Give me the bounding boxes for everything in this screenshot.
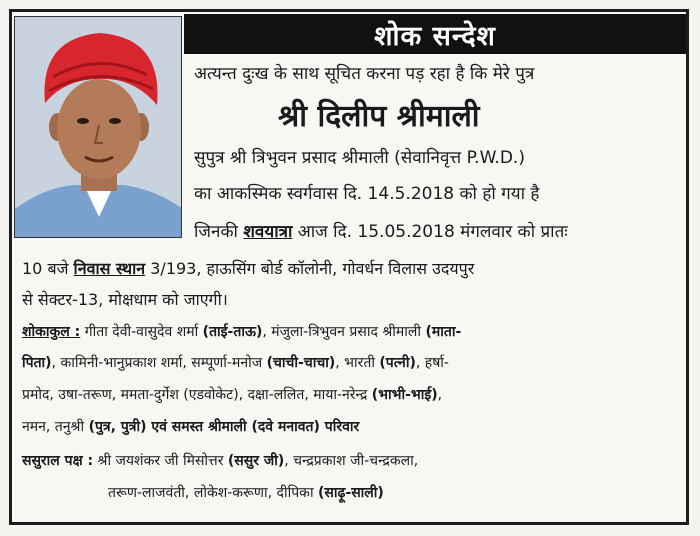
relation-text: (माता- bbox=[425, 324, 462, 340]
family-text: नमन, तनुश्री bbox=[22, 419, 89, 435]
in-laws-line-2 bbox=[108, 483, 384, 503]
death-date-line: का आकस्मिक स्वर्गवास दि. 14.5.2018 को हो गया है bbox=[194, 184, 540, 204]
in-laws-line-1 bbox=[22, 451, 418, 471]
residence-post: 3/193, हाऊसिंग बोर्ड कॉलोनी, गोवर्धन विलास उदयपुर bbox=[145, 259, 475, 278]
relation-text: (ससुर जी) bbox=[227, 453, 285, 469]
procession-label: शवयात्रा bbox=[243, 222, 293, 242]
relation-text: (ताई-ताऊ) bbox=[202, 324, 263, 340]
header-bar bbox=[184, 14, 686, 54]
destination-line: से सेक्टर-13, मोक्षधाम को जाएगी। bbox=[22, 290, 228, 309]
residence-line bbox=[22, 259, 474, 279]
relation-text: (चाची-चाचा) bbox=[266, 355, 336, 371]
family-text: श्री जयशंकर जी मिसोत्तर bbox=[93, 453, 228, 469]
family-line-4 bbox=[22, 417, 359, 437]
procession-post: आज दि. 15.05.2018 मंगलवार को प्रातः bbox=[292, 222, 568, 242]
procession-line bbox=[194, 222, 568, 242]
family-line-3 bbox=[22, 385, 442, 405]
family-text: , bbox=[437, 387, 443, 403]
notice-title: शोक सन्देश bbox=[374, 20, 496, 52]
family-text: , हर्षा- bbox=[415, 355, 449, 371]
family-text: गीता देवी-वासुदेव शर्मा bbox=[80, 324, 203, 340]
family-text: तरूण-लाजवंती, लोकेश-करूणा, दीपिका bbox=[108, 485, 319, 501]
parent-line: सुपुत्र श्री त्रिभुवन प्रसाद श्रीमाली (सेवानिवृत्त P.W.D.) bbox=[194, 148, 525, 168]
relation-text: (साढ़ू-साली) bbox=[318, 485, 384, 501]
family-text: , मंजुला-त्रिभुवन प्रसाद श्रीमाली bbox=[262, 324, 426, 340]
deceased-name: श्री दिलीप श्रीमाली bbox=[278, 99, 480, 134]
portrait-photo bbox=[14, 16, 182, 238]
relation-text: (भाभी-भाई) bbox=[371, 387, 438, 403]
family-line-2 bbox=[22, 353, 449, 373]
relation-text: पिता) bbox=[22, 355, 52, 371]
family-line-1 bbox=[22, 322, 461, 342]
relation-text: (पत्नी) bbox=[379, 355, 416, 371]
intro-text: अत्यन्त दुःख के साथ सूचित करना पड़ रहा है कि मेरे पुत्र bbox=[194, 64, 535, 84]
family-text: , भारती bbox=[335, 355, 380, 371]
family-text: प्रमोद, उषा-तरूण, ममता-दुर्गेश (एडवोकेट), दक्षा-ललित, माया-नरेन्द्र bbox=[22, 387, 372, 403]
family-text: , चन्द्रप्रकाश जी-चन्द्रकला, bbox=[284, 453, 419, 469]
in-laws-label: ससुराल पक्ष : bbox=[22, 453, 94, 469]
procession-pre: जिनकी bbox=[194, 222, 244, 242]
bereaved-label: शोकाकुल : bbox=[22, 324, 81, 340]
family-text: , कामिनी-भानुप्रकाश शर्मा, सम्पूर्णा-मनोज bbox=[51, 355, 267, 371]
relation-text: (पुत्र, पुत्री) एवं समस्त श्रीमाली (दवे मनावत) परिवार bbox=[88, 419, 360, 435]
residence-pre: 10 बजे bbox=[22, 259, 74, 278]
residence-label: निवास स्थान bbox=[73, 259, 146, 278]
